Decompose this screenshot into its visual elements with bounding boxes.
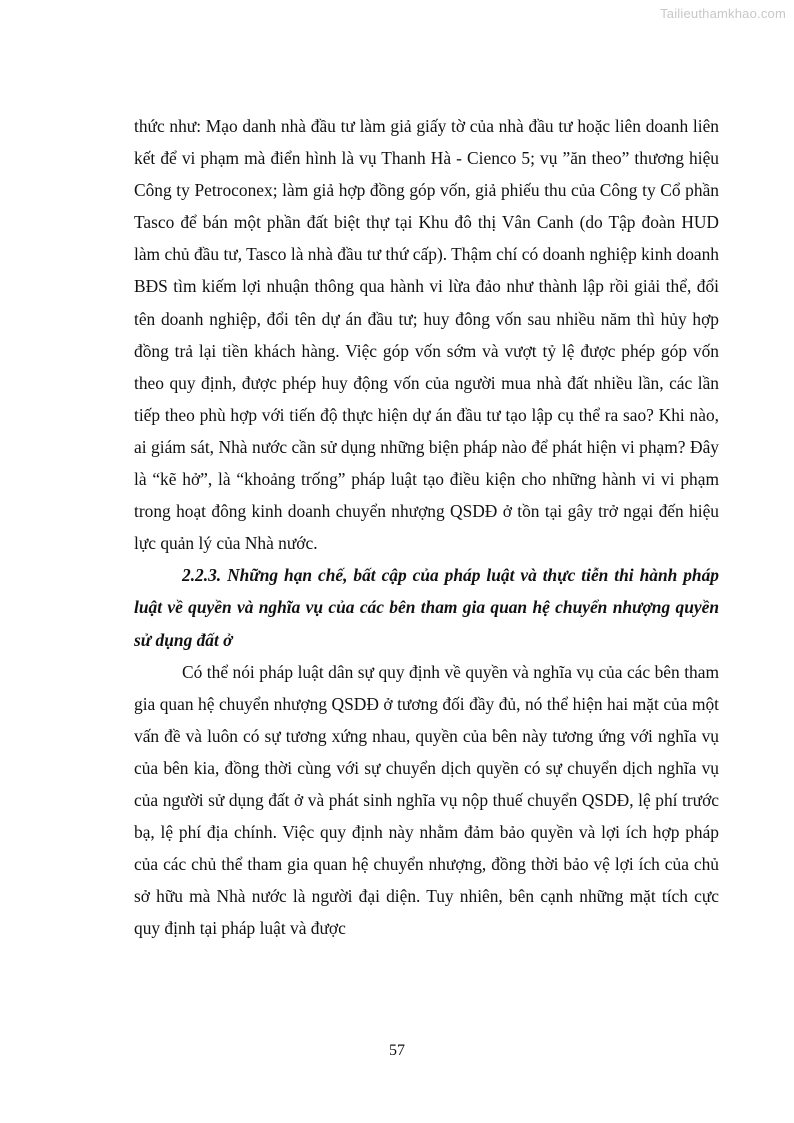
watermark-text: Tailieuthamkhao.com (660, 6, 786, 21)
section-heading: 2.2.3. Những hạn chế, bất cập của pháp luật và thực tiễn thi hành pháp luật về quyền và nghĩa vụ của các bên tham gia quan hệ chuyển nhượng quyền sử dụng đất ở (134, 565, 719, 650)
document-body (134, 110, 719, 944)
page-number: 57 (389, 1042, 405, 1059)
paragraph: Có thể nói pháp luật dân sự quy định về quyền và nghĩa vụ của các bên tham gia quan hệ chuyển nhượng QSDĐ ở tương đối đầy đủ, nó thể hiện hai mặt của một vấn đề và luôn có sự tương xứng nhau, quyền của bên này tương ứng với nghĩa vụ của bên kia, đồng thời cùng với sự chuyển dịch quyền có sự chuyển dịch nghĩa vụ của người sử dụng đất ở và phát sinh nghĩa vụ nộp thuế chuyển QSDĐ, lệ phí trước bạ, lệ phí địa chính. Việc quy định này nhằm đảm bảo quyền và lợi ích hợp pháp của các chủ thể tham gia quan hệ chuyển nhượng, đồng thời bảo vệ lợi ích của chủ sở hữu mà Nhà nước là người đại diện. Tuy nhiên, bên cạnh những mặt tích cực quy định tại pháp luật và được (134, 661, 719, 939)
paragraph-continued: thức như: Mạo danh nhà đầu tư làm giả giấy tờ của nhà đầu tư hoặc liên doanh liên kết để vi phạm mà điển hình là vụ Thanh Hà - Cienco 5; vụ ”ăn theo” thương hiệu Công ty Petroconex; làm giả hợp đồng góp vốn, giả phiếu thu của Công ty Cổ phần Tasco để bán một phần đất biệt thự tại Khu đô thị Vân Canh (do Tập đoàn HUD làm chủ đầu tư, Tasco là nhà đầu tư thứ cấp). Thậm chí có doanh nghiệp kinh doanh BĐS tìm kiếm lợi nhuận thông qua hành vi lừa đảo như thành lập rồi giải thể, đổi tên doanh nghiệp, đổi tên dự án đầu tư; huy đông vốn sau nhiều năm thì hủy hợp đồng trả lại tiền khách hàng. Việc góp vốn sớm và vượt tỷ lệ được phép góp vốn theo quy định, được phép huy động vốn của người mua nhà đất nhiều lần, các lần tiếp theo phù hợp với tiến độ thực hiện dự án đầu tư tạo lập cụ thể ra sao? Khi nào, ai giám sát, Nhà nước cần sử dụng những biện pháp nào để phát hiện vi phạm? Đây là “kẽ hở”, là “khoảng trống” pháp luật tạo điều kiện cho những hành vi vi phạm trong hoạt đông kinh doanh chuyển nhượng QSDĐ ở tồn tại gây trở ngại đến hiệu lực quản lý của Nhà nước. (134, 116, 719, 554)
